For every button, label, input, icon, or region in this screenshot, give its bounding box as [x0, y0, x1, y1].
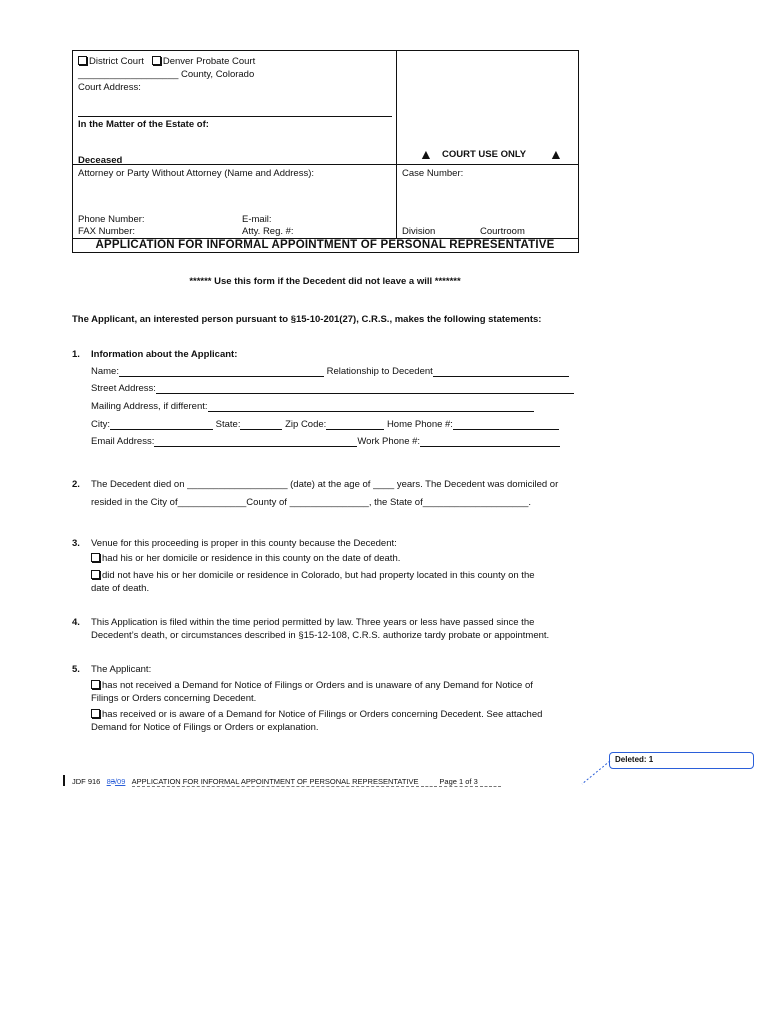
venue-option-1-label: had his or her domicile or residence in this county on the date of death.: [102, 553, 401, 564]
district-court-label: District Court: [89, 56, 144, 67]
name-row: [91, 366, 578, 377]
street-field[interactable]: [156, 383, 574, 394]
footer-revision: 8: [106, 777, 111, 786]
email-address-field[interactable]: [154, 436, 357, 447]
section-5-number: 5.: [72, 664, 80, 675]
atty-reg-label: Atty. Reg. #:: [242, 226, 294, 237]
attorney-label: Attorney or Party Without Attorney (Name and Address):: [78, 168, 315, 179]
street-row: [91, 383, 574, 394]
district-court-checkbox[interactable]: [78, 56, 87, 65]
footer-revision-deleted: 3: [110, 777, 115, 786]
demand-option-2-checkbox[interactable]: [91, 709, 100, 718]
name-field[interactable]: [119, 366, 324, 377]
venue-option-2-checkbox[interactable]: [91, 570, 100, 579]
section-4-line-1: This Application is filed within the time period permitted by law. Three years or less have passed since the: [91, 617, 535, 628]
demand-option-1: [91, 680, 533, 691]
form-title: APPLICATION FOR INFORMAL APPOINTMENT OF PERSONAL REPRESENTATIVE: [95, 239, 555, 251]
footer-page: Page 1 of 3: [439, 777, 478, 786]
case-number-label: Case Number:: [402, 168, 464, 179]
email-address-label: Email Address:: [91, 436, 155, 447]
section-3-intro: Venue for this proceeding is proper in this county because the Decedent:: [91, 538, 397, 549]
venue-option-1: [91, 553, 400, 564]
zip-field[interactable]: [326, 419, 384, 430]
fax-label: FAX Number:: [78, 226, 136, 237]
caption-hline-1: [72, 164, 578, 165]
court-address-label: Court Address:: [78, 82, 141, 93]
deleted-comment-text: Deleted: 1: [615, 755, 654, 764]
court-select: [78, 56, 255, 67]
division-label: Division: [402, 226, 436, 237]
street-label: Street Address:: [91, 383, 156, 394]
section-4-line-2: Decedent’s death, or circumstances described in §15-12-108, C.R.S. authorize tardy probate or appointment.: [91, 630, 550, 641]
demand-option-1-cont: Filings or Orders concerning Decedent.: [91, 693, 257, 704]
mailing-field[interactable]: [208, 401, 534, 412]
deleted-comment-balloon[interactable]: [609, 752, 754, 769]
footer-row: [72, 777, 501, 786]
demand-option-1-label: has not received a Demand for Notice of Filings or Orders and is unaware of any Demand for Notice of: [102, 680, 533, 691]
comment-connector: [580, 760, 612, 785]
home-phone-label: Home Phone #:: [386, 419, 453, 430]
section-2-line-2[interactable]: resided in the City of_____________County of _______________, the State of____________________.: [91, 497, 532, 508]
county-line[interactable]: ___________________ County, Colorado: [78, 69, 255, 80]
demand-option-2-cont: Demand for Notice of Filings or Orders or explanation.: [91, 722, 319, 733]
footer-form-id: JDF 916: [72, 777, 101, 786]
estate-line: [78, 116, 392, 117]
home-phone-field[interactable]: [453, 419, 559, 430]
section-3-number: 3.: [72, 538, 80, 549]
venue-option-2-cont: date of death.: [91, 583, 150, 594]
email-label: E-mail:: [242, 214, 272, 225]
venue-option-1-checkbox[interactable]: [91, 553, 100, 562]
triangle-left-icon: ▲: [419, 146, 433, 162]
relationship-label: Relationship to Decedent: [326, 366, 433, 377]
city-row: [91, 419, 559, 430]
court-use-only-label: COURT USE ONLY: [442, 149, 527, 160]
relationship-field[interactable]: [433, 366, 569, 377]
city-field[interactable]: [110, 419, 213, 430]
name-label: Name:: [91, 366, 119, 377]
phone-label: Phone Number:: [78, 214, 145, 225]
change-bar: [63, 775, 65, 786]
courtroom-label: Courtroom: [480, 226, 525, 237]
section-4-number: 4.: [72, 617, 80, 628]
denver-probate-checkbox[interactable]: [152, 56, 161, 65]
footer-revision-tail: /09: [114, 777, 126, 786]
section-1-number: 1.: [72, 349, 80, 360]
email-row: [91, 436, 560, 447]
section-1-heading: Information about the Applicant:: [91, 349, 238, 360]
section-2-line-1[interactable]: The Decedent died on ___________________ (date) at the age of ____ years. The Decedent was domiciled or: [91, 479, 559, 490]
venue-option-2-label: did not have his or her domicile or residence in Colorado, but had property located in this county on the: [102, 570, 535, 581]
caption-divider: [396, 50, 397, 238]
demand-option-2-label: has received or is aware of a Demand for Notice of Filings or Orders concerning Decedent. See attached: [102, 709, 543, 720]
state-label: State:: [215, 419, 241, 430]
footer-title: APPLICATION FOR INFORMAL APPOINTMENT OF PERSONAL REPRESENTATIVE: [131, 777, 419, 786]
triangle-right-icon: ▲: [549, 146, 563, 162]
mailing-label: Mailing Address, if different:: [91, 401, 208, 412]
estate-of-label: In the Matter of the Estate of:: [78, 119, 209, 130]
deceased-label: Deceased: [78, 155, 123, 166]
work-phone-label: Work Phone #:: [357, 436, 421, 447]
intro-text: The Applicant, an interested person pursuant to §15-10-201(27), C.R.S., makes the following statements:: [72, 314, 542, 325]
mailing-row: [91, 401, 534, 412]
section-2-number: 2.: [72, 479, 80, 490]
demand-option-1-checkbox[interactable]: [91, 680, 100, 689]
section-5-intro: The Applicant:: [91, 664, 152, 675]
venue-option-2: [91, 570, 535, 581]
state-field[interactable]: [240, 419, 282, 430]
denver-probate-label: Denver Probate Court: [162, 56, 256, 67]
city-label: City:: [91, 419, 110, 430]
work-phone-field[interactable]: [420, 436, 560, 447]
notice-text: ****** Use this form if the Decedent did not leave a will *******: [189, 276, 461, 287]
demand-option-2: [91, 709, 542, 720]
zip-label: Zip Code:: [285, 419, 327, 430]
